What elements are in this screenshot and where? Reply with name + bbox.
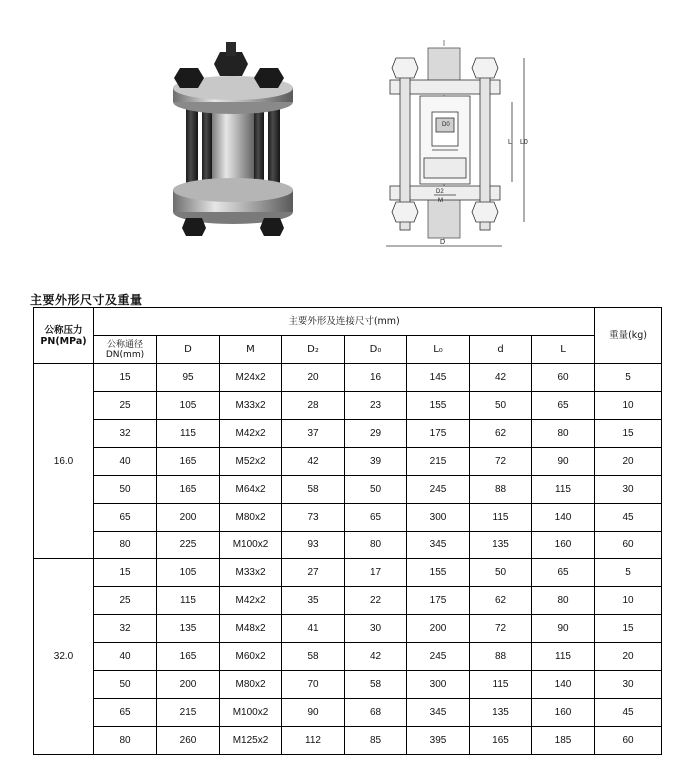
table-cell: 175 xyxy=(407,419,470,447)
label-d2: D2 xyxy=(436,189,444,195)
table-cell: M52x2 xyxy=(220,447,282,475)
table-cell: M100x2 xyxy=(220,699,282,727)
table-cell: 50 xyxy=(94,475,157,503)
table-cell: M80x2 xyxy=(220,671,282,699)
table-cell: 42 xyxy=(345,643,407,671)
table-cell: 88 xyxy=(470,643,532,671)
table-cell: 345 xyxy=(407,699,470,727)
table-cell: 60 xyxy=(595,726,662,754)
table-cell: 28 xyxy=(282,391,345,419)
col-header-l0: L₀ xyxy=(407,336,470,364)
table-cell: 115 xyxy=(532,475,595,503)
table-cell: 42 xyxy=(470,364,532,392)
table-cell: 15 xyxy=(595,419,662,447)
table-cell: 215 xyxy=(157,699,220,727)
table-cell: 115 xyxy=(157,587,220,615)
table-cell: 80 xyxy=(345,531,407,559)
label-d0: D0 xyxy=(442,122,450,128)
table-row xyxy=(34,559,662,587)
table-cell: M64x2 xyxy=(220,475,282,503)
table-cell: M125x2 xyxy=(220,726,282,754)
table-cell: 16 xyxy=(345,364,407,392)
table-cell: 62 xyxy=(470,419,532,447)
table-cell: M42x2 xyxy=(220,587,282,615)
table-cell: 155 xyxy=(407,559,470,587)
table-cell: 165 xyxy=(470,726,532,754)
table-cell: 115 xyxy=(532,643,595,671)
table-cell: 37 xyxy=(282,419,345,447)
table-row xyxy=(34,503,662,531)
col-header-d: D xyxy=(157,336,220,364)
table-cell: 200 xyxy=(407,615,470,643)
table-cell: M33x2 xyxy=(220,391,282,419)
table-cell: 5 xyxy=(595,559,662,587)
table-cell: 5 xyxy=(595,364,662,392)
table-cell: 25 xyxy=(94,391,157,419)
col-header-d2: D₂ xyxy=(282,336,345,364)
table-cell: 90 xyxy=(282,699,345,727)
col-header-m: M xyxy=(220,336,282,364)
table-row xyxy=(34,475,662,503)
table-cell: 62 xyxy=(470,587,532,615)
table-cell: 155 xyxy=(407,391,470,419)
table-cell: 245 xyxy=(407,475,470,503)
table-cell: 20 xyxy=(595,643,662,671)
table-cell: 23 xyxy=(345,391,407,419)
table-cell: 80 xyxy=(94,531,157,559)
table-cell: 58 xyxy=(282,475,345,503)
table-cell: 165 xyxy=(157,447,220,475)
table-cell: 93 xyxy=(282,531,345,559)
table-cell: 140 xyxy=(532,671,595,699)
table-cell: 65 xyxy=(94,503,157,531)
table-row xyxy=(34,531,662,559)
table-cell: 29 xyxy=(345,419,407,447)
table-cell: 65 xyxy=(345,503,407,531)
table-cell: M80x2 xyxy=(220,503,282,531)
table-cell: 90 xyxy=(532,615,595,643)
table-cell: 40 xyxy=(94,447,157,475)
table-cell: 22 xyxy=(345,587,407,615)
section-title: 主要外形尺寸及重量 xyxy=(30,293,143,307)
table-cell: 65 xyxy=(532,391,595,419)
table-cell: 90 xyxy=(532,447,595,475)
table-cell: 70 xyxy=(282,671,345,699)
table-cell: 58 xyxy=(282,643,345,671)
table-cell: 42 xyxy=(282,447,345,475)
table-cell: 95 xyxy=(157,364,220,392)
table-cell: 68 xyxy=(345,699,407,727)
table-cell: 72 xyxy=(470,447,532,475)
table-cell: 115 xyxy=(157,419,220,447)
table-cell: 17 xyxy=(345,559,407,587)
table-cell: 85 xyxy=(345,726,407,754)
table-row xyxy=(34,643,662,671)
label-l: L xyxy=(508,139,512,146)
table-cell: 45 xyxy=(595,503,662,531)
table-cell: 215 xyxy=(407,447,470,475)
table-cell: 50 xyxy=(345,475,407,503)
table-cell: 15 xyxy=(94,364,157,392)
pn-value: 16.0 xyxy=(34,364,94,559)
specs-table xyxy=(33,307,662,755)
table-cell: 65 xyxy=(94,699,157,727)
col-header-small-d: d xyxy=(470,336,532,364)
table-cell: 15 xyxy=(595,615,662,643)
table-cell: M33x2 xyxy=(220,559,282,587)
table-cell: 40 xyxy=(94,643,157,671)
table-cell: 245 xyxy=(407,643,470,671)
table-row xyxy=(34,419,662,447)
weight-header: 重量(kg) xyxy=(595,308,662,364)
table-cell: 10 xyxy=(595,587,662,615)
table-cell: M60x2 xyxy=(220,643,282,671)
table-cell: 140 xyxy=(532,503,595,531)
table-cell: 45 xyxy=(595,699,662,727)
technical-drawing xyxy=(372,40,532,262)
table-row xyxy=(34,391,662,419)
table-cell: 80 xyxy=(532,587,595,615)
table-row xyxy=(34,699,662,727)
table-cell: 32 xyxy=(94,615,157,643)
table-cell: 185 xyxy=(532,726,595,754)
table-cell: M24x2 xyxy=(220,364,282,392)
table-row xyxy=(34,671,662,699)
table-cell: 135 xyxy=(470,699,532,727)
table-row xyxy=(34,615,662,643)
table-cell: 135 xyxy=(157,615,220,643)
table-cell: 300 xyxy=(407,503,470,531)
table-cell: 200 xyxy=(157,503,220,531)
label-l0: L0 xyxy=(520,139,528,146)
product-photo xyxy=(168,40,298,240)
table-cell: 105 xyxy=(157,559,220,587)
table-cell: 32 xyxy=(94,419,157,447)
table-row xyxy=(34,587,662,615)
table-cell: 50 xyxy=(470,559,532,587)
table-cell: 112 xyxy=(282,726,345,754)
pn-value: 32.0 xyxy=(34,559,94,755)
table-cell: 30 xyxy=(595,475,662,503)
pn-header: 公称压力 PN(MPa) xyxy=(34,308,94,364)
table-cell: 175 xyxy=(407,587,470,615)
table-cell: 60 xyxy=(595,531,662,559)
table-cell: 35 xyxy=(282,587,345,615)
table-cell: 135 xyxy=(470,531,532,559)
table-cell: 72 xyxy=(470,615,532,643)
table-cell: 73 xyxy=(282,503,345,531)
col-header-d0: D₀ xyxy=(345,336,407,364)
table-cell: 145 xyxy=(407,364,470,392)
table-cell: 20 xyxy=(595,447,662,475)
table-cell: 395 xyxy=(407,726,470,754)
table-cell: M100x2 xyxy=(220,531,282,559)
table-cell: 165 xyxy=(157,475,220,503)
table-cell: 80 xyxy=(94,726,157,754)
table-cell: 41 xyxy=(282,615,345,643)
table-cell: 58 xyxy=(345,671,407,699)
table-cell: 200 xyxy=(157,671,220,699)
dn-header: 公称通径 DN(mm) xyxy=(94,336,157,364)
group-header: 主要外形及连接尺寸(mm) xyxy=(94,308,595,336)
table-cell: 20 xyxy=(282,364,345,392)
table-cell: 160 xyxy=(532,699,595,727)
table-cell: 260 xyxy=(157,726,220,754)
table-cell: 225 xyxy=(157,531,220,559)
col-header-l: L xyxy=(532,336,595,364)
table-cell: 165 xyxy=(157,643,220,671)
table-cell: 160 xyxy=(532,531,595,559)
table-cell: 115 xyxy=(470,503,532,531)
table-cell: 50 xyxy=(94,671,157,699)
label-m: M xyxy=(438,198,443,204)
table-cell: M42x2 xyxy=(220,419,282,447)
table-cell: 60 xyxy=(532,364,595,392)
table-cell: 300 xyxy=(407,671,470,699)
table-row xyxy=(34,447,662,475)
table-cell: 30 xyxy=(595,671,662,699)
table-cell: 88 xyxy=(470,475,532,503)
table-cell: 39 xyxy=(345,447,407,475)
table-cell: 65 xyxy=(532,559,595,587)
table-cell: 50 xyxy=(470,391,532,419)
table-cell: 30 xyxy=(345,615,407,643)
table-cell: M48x2 xyxy=(220,615,282,643)
table-cell: 105 xyxy=(157,391,220,419)
table-cell: 115 xyxy=(470,671,532,699)
table-row xyxy=(34,364,662,392)
table-cell: 345 xyxy=(407,531,470,559)
table-cell: 27 xyxy=(282,559,345,587)
table-row xyxy=(34,726,662,754)
table-cell: 80 xyxy=(532,419,595,447)
table-cell: 15 xyxy=(94,559,157,587)
label-d: D xyxy=(440,239,446,246)
table-cell: 25 xyxy=(94,587,157,615)
table-cell: 10 xyxy=(595,391,662,419)
